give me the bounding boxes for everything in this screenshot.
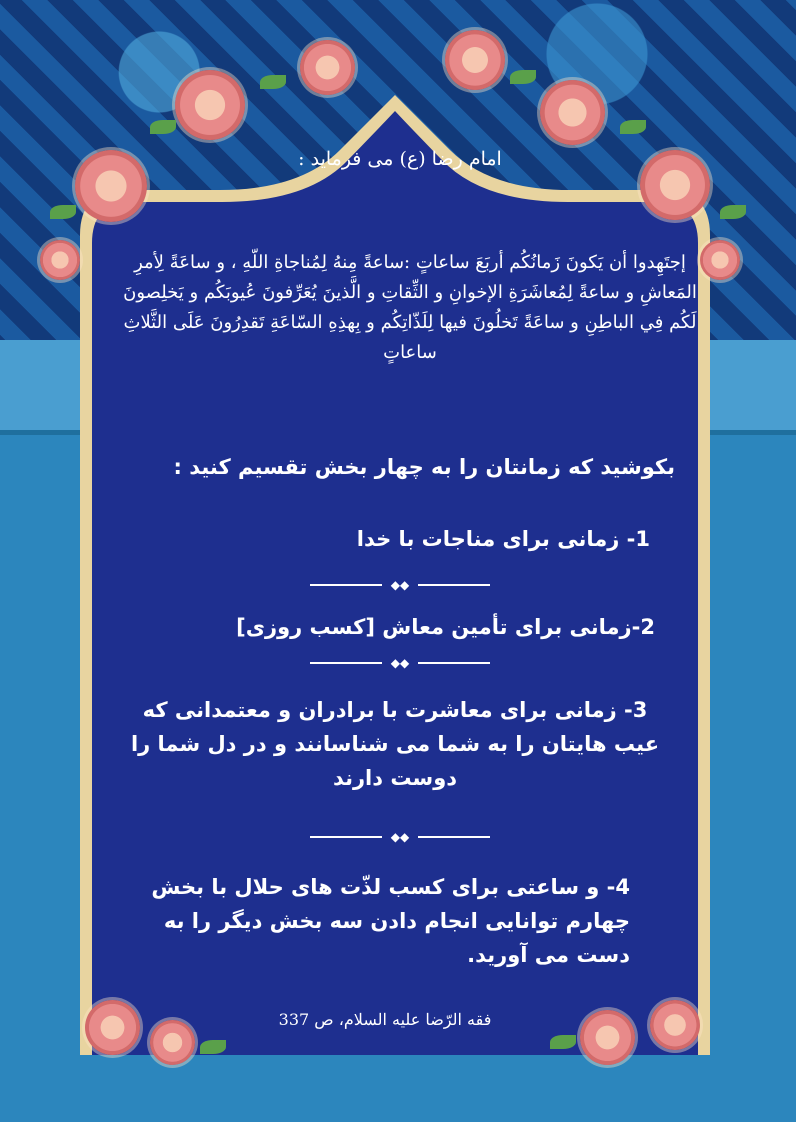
page-title: امام رضا (ع) می فرماید : xyxy=(298,148,502,170)
rose-icon xyxy=(650,1000,700,1050)
rose-icon xyxy=(175,70,245,140)
rose-icon xyxy=(540,80,605,145)
rose-icon xyxy=(40,240,80,280)
leaf-icon xyxy=(50,205,76,219)
rose-icon xyxy=(75,150,147,222)
rose-icon xyxy=(445,30,505,90)
list-item: 2-زمانی برای تأمین معاش [کسب روزی] xyxy=(236,615,655,639)
source-citation: فقه الرّضا علیه السلام، ص 337 xyxy=(278,1010,492,1029)
divider xyxy=(310,830,490,844)
leaf-icon xyxy=(720,205,746,219)
diamond-ornament-icon: ◆◆ xyxy=(390,656,410,670)
leaf-icon xyxy=(550,1035,576,1049)
leaf-icon xyxy=(260,75,286,89)
rose-icon xyxy=(580,1010,635,1065)
intro-text: بکوشید که زمانتان را به چهار بخش تقسیم کنید : xyxy=(173,455,675,479)
list-item: 3- زمانی برای معاشرت با برادران و معتمدانی که عیب هایتان را به شما می شناسانند و در دل شما را دوست دارند xyxy=(130,698,660,790)
diamond-ornament-icon: ◆◆ xyxy=(390,830,410,844)
leaf-icon xyxy=(150,120,176,134)
divider xyxy=(310,656,490,670)
divider xyxy=(310,578,490,592)
arabic-hadith-text: إجتَهِدوا أن يَكونَ زَمانُكُم أربَعَ ساعاتٍ :ساعةً مِنهُ لِمُناجاةِ اللّهِ ، و ساعَةً لِأمرِ المَعاشِ و ساعةً لِمُعاشَرَةِ الإخوانِ و الثِّقاتِ و الَّذينَ يُعَرِّفونَ عُيوبَكُم و يَخلِصونَ لَكُم فِي الباطِنِ و ساعَةً تَخلُونَ فيها لِلَذّاتِكُم و بِهذِهِ السّاعَةِ تَقدِرُونَ عَلَى الثَّلاثِ ساعاتٍ xyxy=(123,252,697,363)
leaf-icon xyxy=(510,70,536,84)
rose-icon xyxy=(150,1020,195,1065)
rose-icon xyxy=(300,40,355,95)
list-item: 1- زمانی برای مناجات با خدا xyxy=(356,527,650,551)
leaf-icon xyxy=(200,1040,226,1054)
leaf-icon xyxy=(620,120,646,134)
diamond-ornament-icon: ◆◆ xyxy=(390,578,410,592)
rose-icon xyxy=(85,1000,140,1055)
rose-icon xyxy=(640,150,710,220)
list-item: 4- و ساعتی برای کسب لذّت های حلال با بخش چهارم توانایی انجام دادن سه بخش دیگر را به دست می آورید. xyxy=(151,875,630,967)
